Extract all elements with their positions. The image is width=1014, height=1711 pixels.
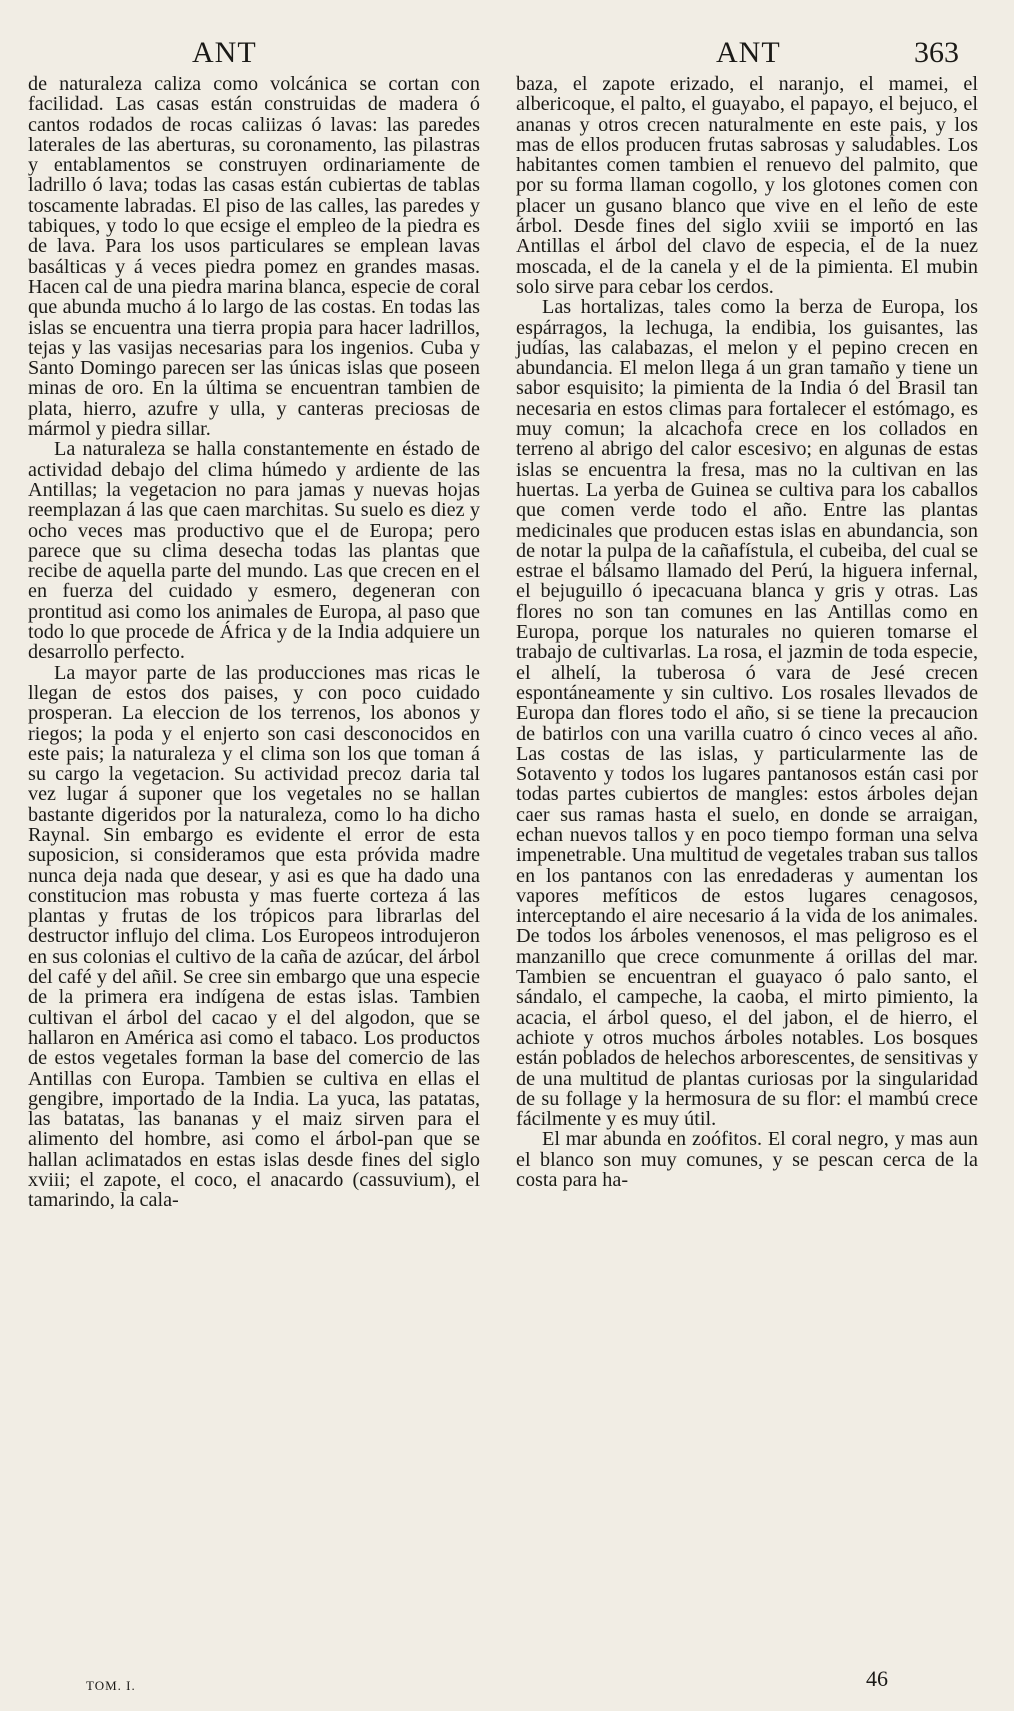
running-header-right: ANT	[716, 36, 781, 69]
paragraph: Las hortalizas, tales como la berza de Europa, los espárragos, la lechuga, la endibia, los guisantes, las judías, las calabazas, el melon y el pepino crecen en abundancia. El melon llega á un gran tamaño y tiene un sabor esquisito; la pimienta de la India ó del Brasil tan necesaria en estos climas para fortalecer el estómago, es muy comun; la alcachofa crece en los collados en terreno al abrigo del calor escesivo; en algunas de estas islas se encuentra la fresa, mas no la cultivan en las huertas. La yerba de Guinea se cultiva para los caballos que comen verde todo el año. Entre las plantas medicinales que producen estas islas en abundancia, son de notar la pulpa de la cañafístula, el cubeiba, del cual se estrae el bálsamo llamado del Perú, la higuera infernal, el bejuguillo ó ipecacuana blanca y gris y otras. Las flores no son tan comunes en las Antillas como en Europa, porque los naturales no quieren tomarse el trabajo de cultivarlas. La rosa, el jazmin de toda especie, el alhelí, la tuberosa ó vara de Jesé crecen espontáneamente y sin cultivo. Los rosales llevados de Europa dan flores todo el año, si se tiene la precaucion de batirlos con una varilla cuatro ó cinco veces al año. Las costas de las islas, y particularmente las de Sotavento y todos los lugares pantanosos están casi por todas partes cubiertos de mangles: estos árboles dejan caer sus ramas hasta el suelo, en donde se arraigan, echan nuevos tallos y en poco tiempo forman una selva impenetrable. Una multitud de vegetales traban sus tallos en los pantanos con las enredaderas y aumentan los vapores mefíticos de estos lugares cenagosos, interceptando el aire necesario á la vida de los animales. De todos los árboles venenosos, el mas peligroso es el manzanillo que crece comunmente á orillas del mar. Tambien se encuentran el guayaco ó palo santo, el sándalo, el campeche, la caoba, el mirto pimiento, la acacia, el árbol queso, el del jabon, el de hierro, el achiote y otros muchos árboles notables. Los bosques están poblados de helechos arborescentes, de sensitivas y de una multitud de plantas curiosas por la singularidad de su follage y la hermosura de su flor: el mambú crece fácilmente y es muy útil.	[516, 296, 978, 1131]
paragraph: La naturaleza se halla constantemente en éstado de actividad debajo del clima húmedo y ardiente de las Antillas; la vegetacion no para jamas y nuevas hojas reemplazan á las que caen marchitas. Su suelo es diez y ocho veces mas productivo que el de Europa; pero parece que su clima desecha todas las plantas que recibe de aquella parte del mundo. Las que crecen en el en fuerza del cuidado y esmero, degeneran con prontitud asi como los animales de Europa, al paso que todo lo que procede de África y de la India adquiere un desarrollo perfecto.	[28, 438, 480, 664]
page-number: 363	[914, 36, 959, 69]
running-header-left: ANT	[192, 36, 257, 69]
left-column	[28, 74, 480, 1211]
signature-mark: 46	[866, 1666, 888, 1691]
paragraph: baza, el zapote erizado, el naranjo, el mamei, el albericoque, el palto, el guayabo, el papayo, el bejuco, el ananas y otros crecen naturalmente en este pais, y los mas de ellos producen frutas sabrosas y saludables. Los habitantes comen tambien el renuevo del palmito, que por su forma llaman cogollo, y los glotones comen con placer un gusano blanco que vive en el leño de este árbol. Desde fines del siglo xviii se importó en las Antillas el árbol del clavo de especia, el de la nuez moscada, el de la canela y el de la pimienta. El mubin solo sirve para cebar los cerdos.	[516, 73, 978, 298]
right-column	[516, 74, 978, 1190]
paragraph: La mayor parte de las producciones mas ricas le llegan de estos dos paises, y con poco cuidado prosperan. La eleccion de los terrenos, los abonos y riegos; la poda y el enjerto son casi desconocidos en este pais; la naturaleza y el clima son los que toman á su cargo la vegetacion. Su actividad precoz daria tal vez lugar á suponer que los vegetales no se hallan bastante digeridos por la naturaleza, como lo ha dicho Raynal. Sin embargo es evidente el error de esta suposicion, si consideramos que esta próvida madre nunca deja nada que desear, y asi es que ha dado una constitucion mas robusta y mas fuerte corteza á las plantas y frutas de los trópicos para librarlas del destructor influjo del clima. Los Europeos introdujeron en sus colonias el cultivo de la caña de azúcar, del árbol del café y del añil. Se cree sin embargo que una especie de la primera era indígena de estas islas. Tambien cultivan el árbol del cacao y el del algodon, que se hallaron en América asi como el tabaco. Los productos de estos vegetales forman la base del comercio de las Antillas con Europa. Tambien se cultiva en ellas el gengibre, importado de la India. La yuca, las patatas, las batatas, las bananas y el maiz sirven para el alimento del hombre, asi como el árbol-pan que se hallan aclimatados en estas islas desde fines del siglo xviii; el zapote, el coco, el anacardo (cassuvium), el tamarindo, la cala-	[28, 661, 480, 1212]
paragraph: El mar abunda en zoófitos. El coral negro, y mas aun el blanco son muy comunes, y se pescan cerca de la costa para ha-	[516, 1128, 978, 1192]
volume-mark: TOM. I.	[86, 1678, 136, 1693]
paragraph: de naturaleza caliza como volcánica se cortan con facilidad. Las casas están construidas de madera ó cantos rodados de rocas caliizas ó lavas: las paredes laterales de las aberturas, su coronamento, las pilastras y entablamentos se construyen ordinariamente de ladrillo ó lava; todas las casas están cubiertas de tablas toscamente labradas. El piso de las calles, las paredes y tabiques, y todo lo que ecsige el empleo de la piedra es de lava. Para los usos particulares se emplean lavas basálticas y á veces piedra pomez en grandes masas. Hacen cal de una piedra marina blanca, especie de coral que abunda mucho á lo largo de las costas. En todas las islas se encuentra una tierra propia para hacer ladrillos, tejas y las vasijas necesarias para los ingenios. Cuba y Santo Domingo parecen ser las únicas islas que poseen minas de oro. En la última se encuentran tambien de plata, hierro, azufre y ulla, y canteras preciosas de mármol y piedra sillar.	[28, 73, 480, 441]
